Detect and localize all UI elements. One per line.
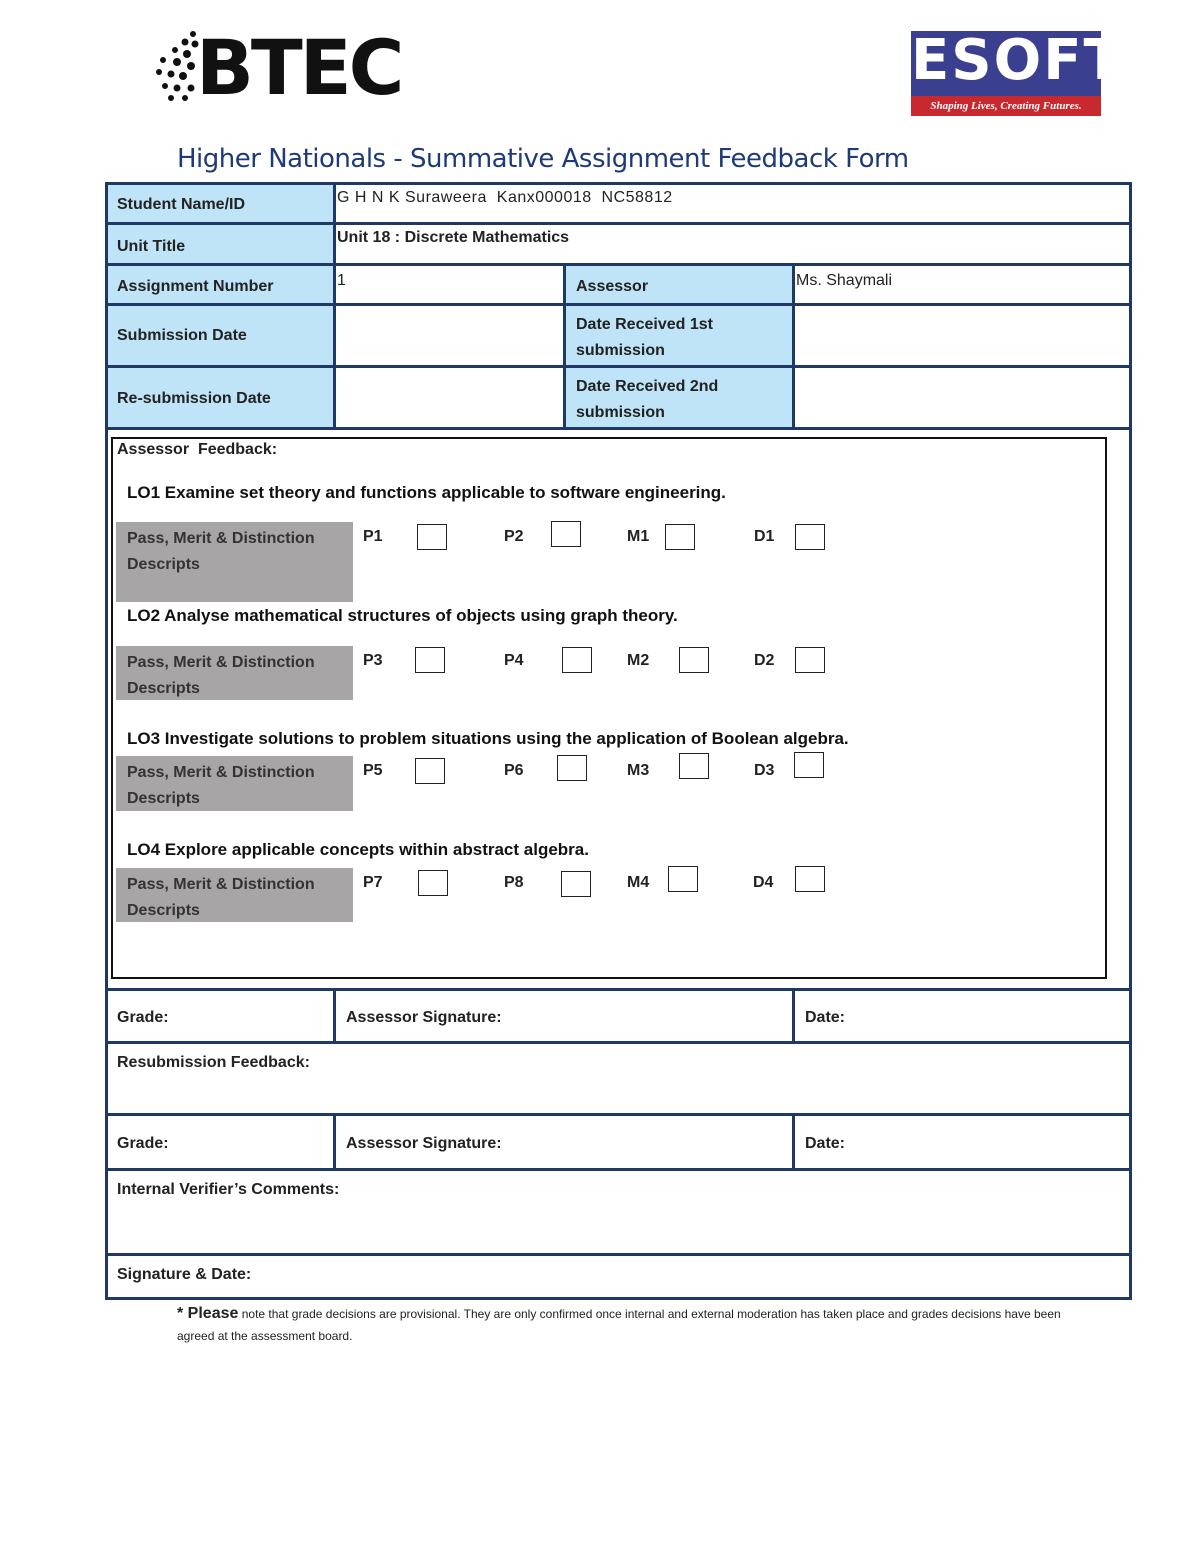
esoft-logo-text: ESOFT: [911, 28, 1124, 93]
table-border: [105, 427, 1132, 430]
lo3-checkbox-1[interactable]: [415, 758, 445, 784]
resubmission-feedback-label: Resubmission Feedback:: [117, 1054, 310, 1071]
btec-logo-dots: [155, 30, 201, 102]
lo3-crit-2: P6: [504, 762, 524, 779]
lo4-crit-1: P7: [363, 874, 383, 891]
btec-logo: BTEC: [196, 23, 402, 112]
esoft-tagline: Shaping Lives, Creating Futures.: [911, 96, 1101, 116]
table-border: [105, 1113, 1132, 1116]
table-border: [105, 303, 1132, 306]
lo1-title: LO1 Examine set theory and functions applicable to software engineering.: [127, 483, 726, 502]
lo1-checkbox-4[interactable]: [795, 524, 825, 550]
lo3-crit-1: P5: [363, 762, 383, 779]
lo1-checkbox-1[interactable]: [417, 524, 447, 550]
lo3-crit-4: D3: [754, 762, 775, 779]
footnote-lead: * Please: [177, 1305, 239, 1322]
lo3-checkbox-2[interactable]: [557, 755, 587, 781]
lo3-descripts: Pass, Merit & Distinction Descripts: [116, 756, 353, 811]
student-name-label: Student Name/ID: [117, 196, 246, 213]
lo2-checkbox-4[interactable]: [795, 647, 825, 673]
table-border: [333, 988, 336, 1044]
lo4-checkbox-4[interactable]: [795, 866, 825, 892]
table-border: [792, 1113, 795, 1171]
unit-title-label: Unit Title: [117, 238, 186, 255]
assessor-signature-label-1: Assessor Signature:: [346, 1009, 502, 1026]
lo1-crit-2: P2: [504, 528, 524, 545]
signature-date-label: Signature & Date:: [117, 1266, 252, 1283]
table-border: [792, 263, 795, 430]
lo2-crit-1: P3: [363, 652, 383, 669]
lo2-crit-2: P4: [504, 652, 524, 669]
esoft-logo: [911, 28, 1124, 116]
submission-date-label: Submission Date: [117, 327, 247, 344]
assessor-signature-label-2: Assessor Signature:: [346, 1135, 502, 1152]
lo1-checkbox-2[interactable]: [551, 521, 581, 547]
grade-label-2: Grade:: [117, 1135, 169, 1152]
resubmission-date-label: Re-submission Date: [117, 390, 271, 407]
lo4-crit-3: M4: [627, 874, 650, 891]
table-border: [105, 1297, 1132, 1300]
table-border: [333, 182, 336, 430]
table-border: [105, 182, 108, 1300]
date-label-2: Date:: [805, 1135, 846, 1152]
lo3-checkbox-3[interactable]: [679, 753, 709, 779]
table-border: [105, 365, 1132, 368]
date-received-2-label: Date Received 2nd submission: [576, 378, 719, 421]
lo2-descripts: Pass, Merit & Distinction Descripts: [116, 646, 353, 700]
assignment-number-label: Assignment Number: [117, 278, 274, 295]
lo1-crit-4: D1: [754, 528, 775, 545]
lo1-descripts: Pass, Merit & Distinction Descripts: [116, 522, 353, 602]
lo3-crit-3: M3: [627, 762, 650, 779]
table-border: [105, 182, 1132, 185]
lo2-checkbox-1[interactable]: [415, 647, 445, 673]
table-border: [105, 988, 1132, 991]
table-border: [105, 1168, 1132, 1171]
lo4-checkbox-2[interactable]: [561, 871, 591, 897]
assessor-feedback-label: Assessor Feedback:: [117, 441, 278, 458]
lo2-crit-4: D2: [754, 652, 775, 669]
date-received-1-label: Date Received 1st submission: [576, 316, 713, 359]
lo4-checkbox-3[interactable]: [668, 866, 698, 892]
lo4-descripts: Pass, Merit & Distinction Descripts: [116, 868, 353, 922]
date-label-1: Date:: [805, 1009, 846, 1026]
form-title: Higher Nationals - Summative Assignment Feedback Form: [177, 144, 909, 174]
table-border: [333, 1113, 336, 1171]
internal-verifier-label: Internal Verifier’s Comments:: [117, 1181, 340, 1198]
footnote-text: note that grade decisions are provisional. They are only confirmed once internal and external moderation has taken place and grades decisions have been agreed at the assessment board.: [177, 1307, 1061, 1343]
table-border: [1129, 182, 1132, 1300]
lo1-checkbox-3[interactable]: [665, 524, 695, 550]
lo4-crit-4: D4: [753, 874, 774, 891]
assessor-label: Assessor: [576, 278, 649, 295]
table-border: [792, 988, 795, 1044]
lo4-crit-2: P8: [504, 874, 524, 891]
table-border: [105, 1253, 1132, 1256]
assessor-value: Ms. Shaymali: [796, 272, 893, 289]
lo1-crit-1: P1: [363, 528, 383, 545]
lo2-title: LO2 Analyse mathematical structures of objects using graph theory.: [127, 606, 678, 625]
grade-label-1: Grade:: [117, 1009, 169, 1026]
lo1-crit-3: M1: [627, 528, 650, 545]
lo2-checkbox-2[interactable]: [562, 647, 592, 673]
lo3-title: LO3 Investigate solutions to problem situations using the application of Boolean algebra.: [127, 729, 849, 748]
table-border: [105, 222, 1132, 225]
unit-title-value: Unit 18 : Discrete Mathematics: [337, 229, 570, 246]
lo2-checkbox-3[interactable]: [679, 647, 709, 673]
lo4-checkbox-1[interactable]: [418, 870, 448, 896]
table-border: [105, 1041, 1132, 1044]
assignment-number-value: 1: [337, 272, 346, 289]
footnote: [177, 1303, 1077, 1347]
lo4-title: LO4 Explore applicable concepts within abstract algebra.: [127, 840, 589, 859]
table-border: [105, 263, 1132, 266]
student-name-value: G H N K Suraweera Kanx000018 NC58812: [337, 189, 673, 206]
lo2-crit-3: M2: [627, 652, 650, 669]
table-border: [563, 263, 566, 430]
lo3-checkbox-4[interactable]: [794, 752, 824, 778]
